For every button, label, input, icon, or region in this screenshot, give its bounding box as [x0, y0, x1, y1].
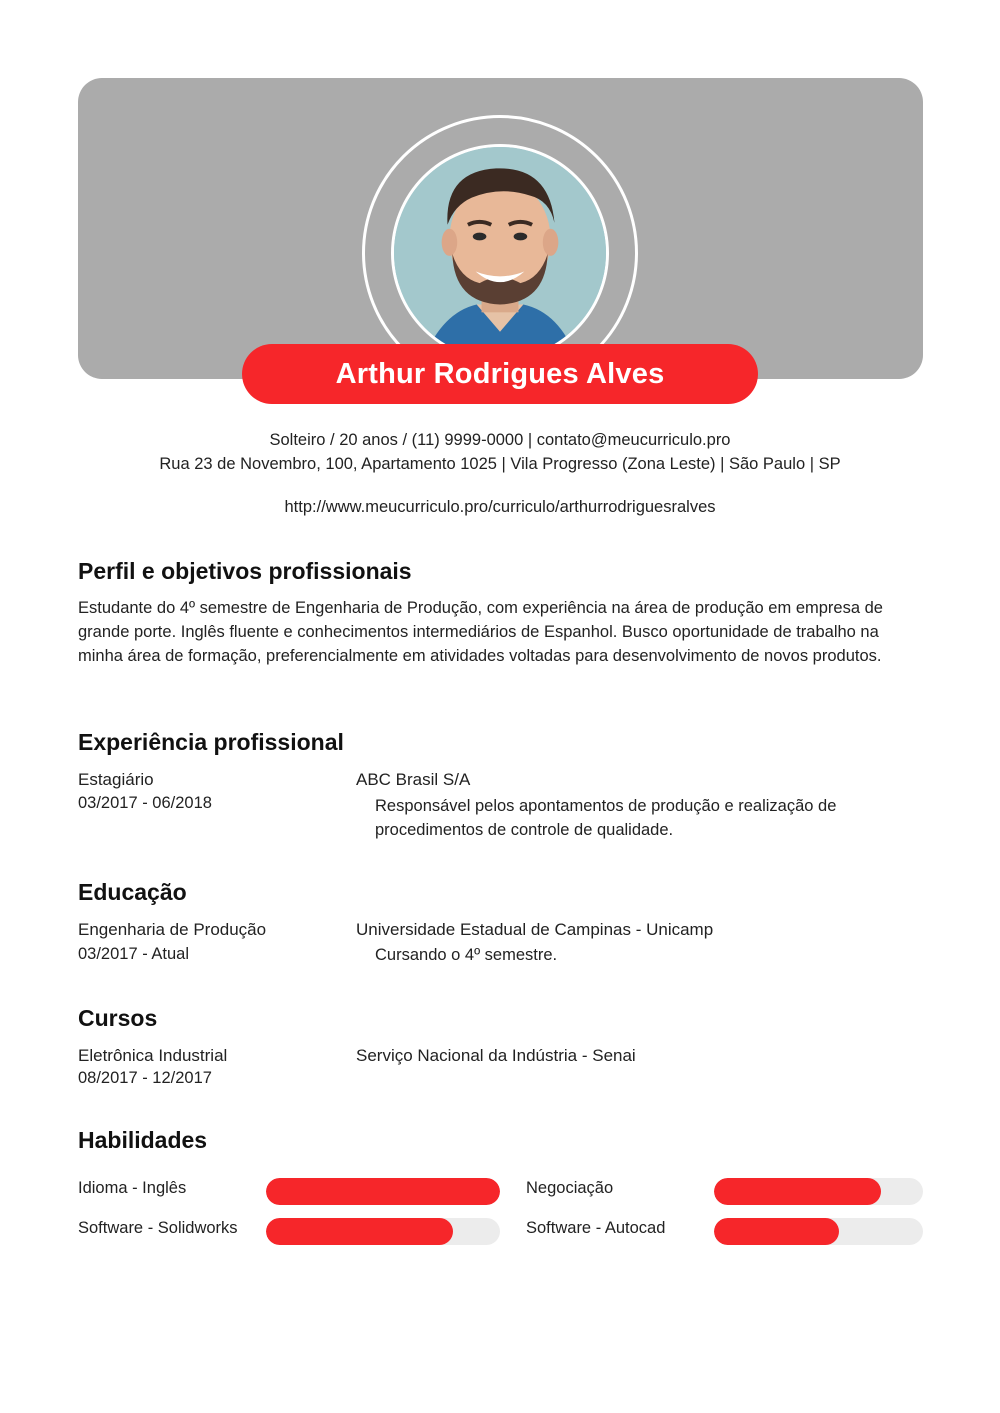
- experience-period: 03/2017 - 06/2018: [78, 794, 212, 812]
- course-name: Eletrônica Industrial: [78, 1046, 228, 1065]
- skill-bar-track: [714, 1178, 923, 1205]
- education-course: Engenharia de Produção: [78, 920, 267, 939]
- section-title-profile: Perfil e objetivos profissionais: [78, 558, 412, 584]
- skill-bar-track: [266, 1218, 500, 1245]
- contact-url[interactable]: http://www.meucurriculo.pro/curriculo/arthurrodriguesralves: [284, 498, 716, 516]
- contact-line-personal: Solteiro / 20 anos / (11) 9999-0000 | contato@meucurriculo.pro: [269, 431, 731, 449]
- contact-line-address: Rua 23 de Novembro, 100, Apartamento 1025 | Vila Progresso (Zona Leste) | São Paulo | SP: [159, 455, 841, 473]
- section-title-courses: Cursos: [78, 1005, 158, 1031]
- experience-description: Responsável pelos apontamentos de produção e realização de procedimentos de controle de qualidade.: [375, 797, 837, 839]
- education-description: Cursando o 4º semestre.: [375, 946, 558, 964]
- skill-bar-fill: [266, 1218, 453, 1245]
- skill-label: Negociação: [526, 1179, 614, 1197]
- course-period: 08/2017 - 12/2017: [78, 1069, 212, 1087]
- candidate-name: Arthur Rodrigues Alves: [242, 344, 758, 404]
- section-title-skills: Habilidades: [78, 1127, 208, 1153]
- profile-photo: [391, 144, 609, 362]
- education-institution: Universidade Estadual de Campinas - Unicamp: [356, 920, 714, 939]
- skill-bar-fill: [714, 1178, 881, 1205]
- section-title-education: Educação: [78, 879, 187, 905]
- education-period: 03/2017 - Atual: [78, 945, 190, 963]
- experience-company: ABC Brasil S/A: [356, 770, 471, 789]
- skill-bar-fill: [714, 1218, 839, 1245]
- skill-label: Idioma - Inglês: [78, 1179, 187, 1197]
- section-title-experience: Experiência profissional: [78, 729, 344, 755]
- profile-text: Estudante do 4º semestre de Engenharia de Produção, com experiência na área de produção em empresa de grande porte. Inglês fluente e conhecimentos intermediários de Espanhol. Busco oportunidade de trabalho na minha área de formação, preferencialmente em atividades voltadas para desenvolvimento de novos produtos.: [78, 599, 883, 665]
- skill-label: Software - Solidworks: [78, 1219, 238, 1237]
- profile-photo-illustration: [394, 147, 606, 359]
- skill-bar-track: [266, 1178, 500, 1205]
- skill-label: Software - Autocad: [526, 1219, 666, 1237]
- experience-role: Estagiário: [78, 770, 154, 789]
- course-institution: Serviço Nacional da Indústria - Senai: [356, 1046, 636, 1065]
- skill-bar-track: [714, 1218, 923, 1245]
- skill-bar-fill: [266, 1178, 500, 1205]
